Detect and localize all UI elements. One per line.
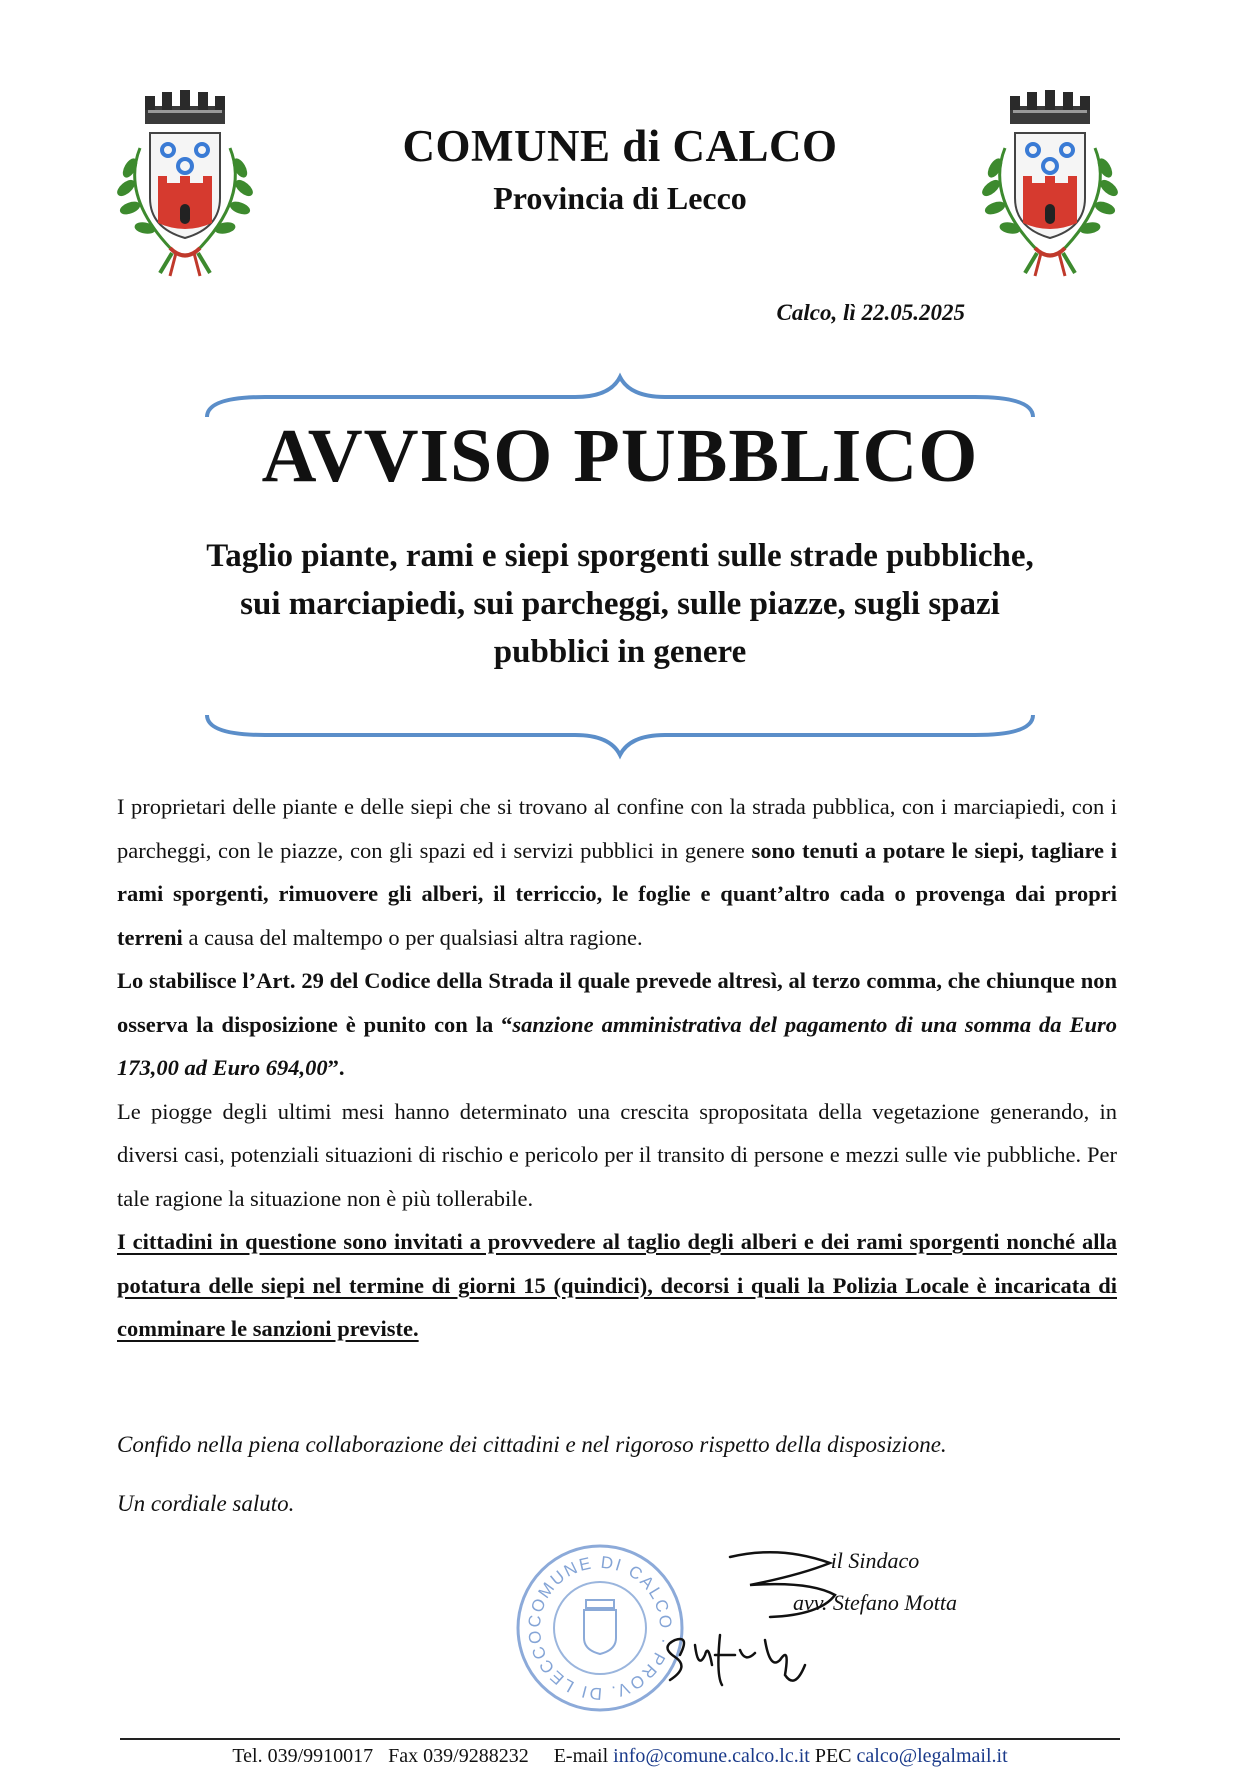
signatory bbox=[715, 1540, 1035, 1624]
footer-pec-link[interactable]: calco@legalmail.it bbox=[856, 1745, 1008, 1767]
date-line: Calco, lì 22.05.2025 bbox=[776, 300, 965, 325]
paragraph-obligation: I proprietari delle piante e delle siepi che si trovano al confine con la strada pubblica, con i marciapiedi, con i parcheggi, con le piazze, con gli spazi ed i servizi pubblici in genere sono tenuti a potare le siepi, tagliare i rami sporgenti, rimuovere gli alberi, il terriccio, le foglie e quant’altro cada o provenga dai propri terreni a causa del maltempo o per qualsiasi altra ragione. bbox=[117, 794, 1117, 950]
footer-contacts bbox=[120, 1742, 1120, 1770]
bottom-brace-divider bbox=[205, 700, 1035, 760]
signatory-role: il Sindaco bbox=[830, 1548, 920, 1573]
municipal-crest-right bbox=[965, 88, 1135, 288]
closing bbox=[117, 1432, 1117, 1550]
crown-icon bbox=[145, 90, 225, 124]
crown-icon bbox=[1010, 90, 1090, 124]
province-name: Provincia di Lecco bbox=[493, 179, 747, 216]
municipality-name: COMUNE di CALCO bbox=[402, 121, 838, 171]
closing-line: Confido nella piena collaborazione dei cittadini e nel rigoroso rispetto della disposizione. bbox=[117, 1432, 947, 1457]
paragraph-legal-basis: Lo stabilisce l’Art. 29 del Codice della Strada il quale prevede altresì, al terzo comma, che chiunque non osserva la disposizione è punito con la “sanzione amministrativa del pagamento di una somma da Euro 173,00 ad Euro 694,00”. bbox=[117, 968, 1117, 1080]
stamp-crest-icon bbox=[584, 1600, 616, 1654]
footer-divider bbox=[120, 1738, 1120, 1740]
footer-email-link[interactable]: info@comune.calco.lc.it bbox=[613, 1745, 810, 1767]
footer-tel: Tel. 039/9910017 bbox=[232, 1745, 374, 1767]
greeting: Un cordiale saluto. bbox=[117, 1491, 295, 1516]
footer-fax: Fax 039/9288232 bbox=[388, 1745, 529, 1767]
municipal-crest-left bbox=[100, 88, 270, 288]
notice-title: AVVISO PUBBLICO bbox=[261, 414, 979, 498]
paragraph-deadline: I cittadini in questione sono invitati a provvedere al taglio degli alberi e dei rami sporgenti nonché alla potatura delle siepi nel termine di giorni 15 (quindici), decorsi i quali la Polizia Locale è incaricata di comminare le sanzioni previste. bbox=[117, 1229, 1117, 1341]
paragraph-reason: Le piogge degli ultimi mesi hanno determinato una crescita spropositata della vegetazione generando, in diversi casi, potenziali situazioni di rischio e pericolo per il transito di persone e mezzi sulle vie pubbliche. Per tale ragione la situazione non è più tollerabile. bbox=[117, 1098, 1117, 1211]
signatory-name: avv. Stefano Motta bbox=[793, 1590, 957, 1615]
svg-text:COMUNE DI CALCO · PROV. DI LEC: COMUNE DI CALCO · PROV. DI LECCO bbox=[524, 1552, 676, 1704]
footer-email-label: E-mail bbox=[553, 1745, 609, 1767]
notice-subtitle: Taglio piante, rami e siepi sporgenti sulle strade pubbliche, sui marciapiedi, sui parcheggi, sulle piazze, sugli spazi pubblici in genere bbox=[206, 538, 1034, 670]
notice-body bbox=[117, 785, 1117, 1351]
footer-pec-label: PEC bbox=[814, 1745, 852, 1767]
letterhead bbox=[300, 122, 940, 217]
